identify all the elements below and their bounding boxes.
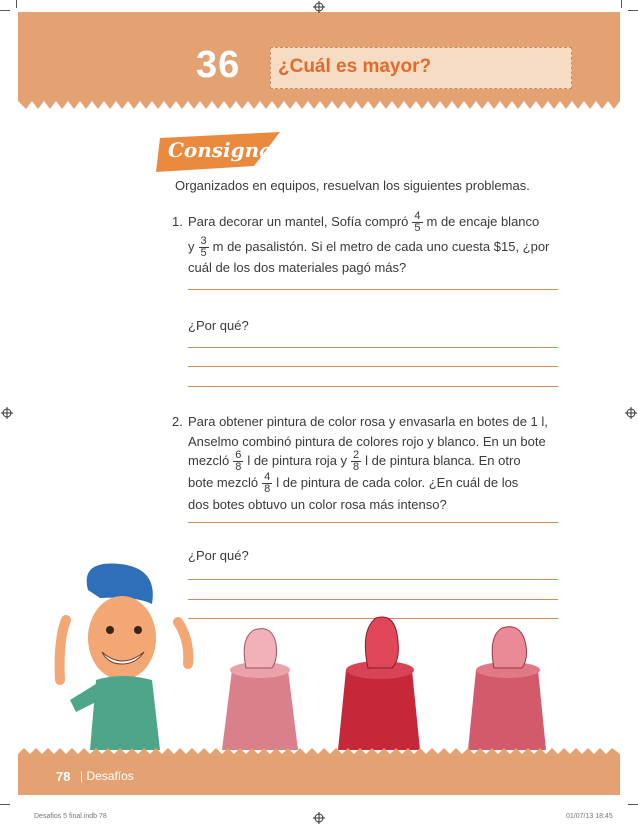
illustration xyxy=(40,560,580,760)
problem-text: l de pintura de cada color. ¿En cuál de los xyxy=(276,475,519,490)
problem-text: cuál de los dos materiales pagó más? xyxy=(188,260,407,275)
boy-illustration xyxy=(60,564,189,750)
crop-mark xyxy=(16,0,17,8)
lesson-number: 36 xyxy=(196,44,241,86)
problem-text: Para decorar un mantel, Sofía compró xyxy=(188,214,409,229)
crop-mark xyxy=(0,10,10,11)
problem-text: Para obtener pintura de color rosa y envasarla en botes de 1 l, xyxy=(188,414,548,429)
registration-mark-icon xyxy=(313,1,325,13)
why-label: ¿Por qué? xyxy=(188,318,249,333)
header-zigzag xyxy=(18,97,620,109)
crop-mark xyxy=(621,0,622,8)
registration-mark-icon xyxy=(625,407,637,419)
problem-text: dos botes obtuvo un color rosa más intenso? xyxy=(188,497,447,512)
crop-mark xyxy=(628,10,638,11)
imprint-right: 01/07/13 18:45 xyxy=(566,813,613,820)
answer-line[interactable] xyxy=(188,522,558,523)
answer-line[interactable] xyxy=(188,347,558,348)
fraction: $\frac{2}{8}$ xyxy=(353,449,360,474)
problem-text: y xyxy=(188,239,195,254)
page-number: 78 xyxy=(56,769,71,784)
fraction: $\frac{3}{5}$ xyxy=(200,235,207,260)
instructions: Organizados en equipos, resuelvan los siguientes problemas. xyxy=(175,178,530,193)
problem-text: Anselmo combinó pintura de colores rojo y blanco. En un bote xyxy=(188,434,546,449)
crop-mark xyxy=(0,804,10,805)
problem-number: 1. xyxy=(172,214,183,229)
answer-line[interactable] xyxy=(188,386,558,387)
why-label: ¿Por qué? xyxy=(188,548,249,563)
registration-mark-icon xyxy=(1,407,13,419)
problem-text: l de pintura roja y xyxy=(247,453,348,468)
fraction: $\frac{4}{8}$ xyxy=(264,471,271,496)
page-title: ¿Cuál es mayor? xyxy=(278,56,432,77)
consigna-label: Consigna xyxy=(168,138,273,162)
problem-text: m de pasalistón. Si el metro de cada uno cuesta $15, ¿por xyxy=(212,239,550,254)
answer-line[interactable] xyxy=(188,366,558,367)
paint-bag-light-pink xyxy=(222,629,298,750)
paint-bag-pink xyxy=(468,627,546,750)
problem-number: 2. xyxy=(172,414,183,429)
registration-mark-icon xyxy=(313,812,325,824)
crop-mark xyxy=(628,804,638,805)
imprint-left: Desafios 5 final.indb 78 xyxy=(34,813,107,820)
fraction: $\frac{4}{5}$ xyxy=(414,210,421,235)
problem-text: bote mezcló xyxy=(188,475,259,490)
problem-text: mezcló xyxy=(188,453,230,468)
paint-bag-red xyxy=(338,617,420,750)
answer-line[interactable] xyxy=(188,289,558,290)
problem-text: l de pintura blanca. En otro xyxy=(365,453,521,468)
problem-text: m de encaje blanco xyxy=(426,214,540,229)
section-label: | Desafíos xyxy=(80,769,134,783)
fraction: $\frac{6}{8}$ xyxy=(235,449,242,474)
